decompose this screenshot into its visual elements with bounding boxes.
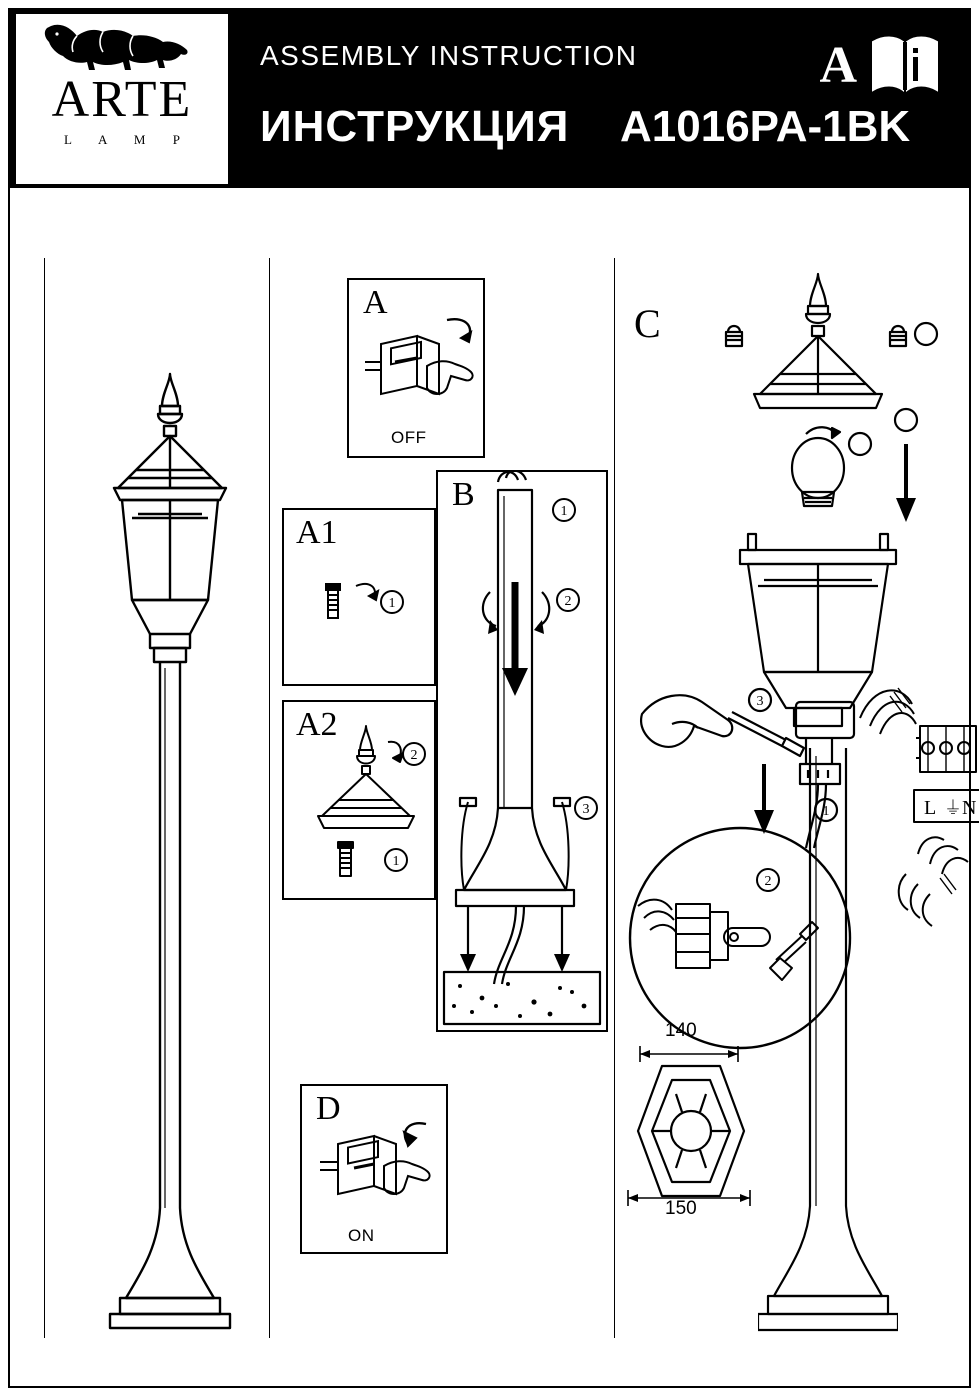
brand-logo	[16, 14, 228, 184]
svg-text:2: 2	[764, 874, 772, 889]
svg-text:N: N	[962, 797, 977, 819]
switch-on-illustration	[308, 1118, 444, 1222]
panel-b	[436, 470, 608, 1032]
panel-a2-letter: A2	[296, 706, 338, 743]
divider-left	[44, 258, 45, 1338]
brand-subname: L A M P	[64, 132, 192, 147]
product-overview-illustration	[70, 368, 270, 1398]
header-title-ru: ИНСТРУКЦИЯ	[260, 102, 570, 151]
panel-d-letter: D	[316, 1090, 341, 1127]
divider-mid-right	[614, 258, 615, 1338]
panel-b-letter: B	[452, 476, 475, 513]
product-code: A1016PA-1BK	[620, 102, 911, 151]
panel-c-letter: C	[634, 301, 661, 346]
panel-a1-letter: A1	[296, 514, 338, 551]
switch-off-illustration	[355, 310, 481, 430]
diagram-area	[10, 188, 977, 1386]
panel-a	[347, 278, 485, 458]
svg-text:2: 2	[564, 594, 572, 609]
header	[10, 10, 969, 188]
panel-a1	[282, 508, 436, 686]
instruction-sheet	[8, 8, 977, 1388]
brand-name: ARTE	[51, 71, 193, 128]
svg-text:1: 1	[560, 504, 568, 519]
dimension-bottom-value: 150	[665, 1198, 697, 1219]
sheet-letter: A	[819, 37, 857, 94]
roof-screw-illustration	[300, 720, 436, 896]
svg-text:3: 3	[756, 694, 764, 709]
svg-text:L: L	[924, 797, 937, 819]
dimension-top-value: 140	[665, 1020, 697, 1041]
header-title-en: ASSEMBLY INSTRUCTION	[260, 40, 638, 71]
panel-a-letter: A	[363, 284, 388, 321]
panel-d-caption: ON	[348, 1226, 375, 1245]
pole-lower-illustration	[758, 748, 898, 1368]
griffin-logo-icon	[37, 20, 207, 76]
shade-top-view	[632, 1060, 750, 1202]
panel-a-caption: OFF	[391, 428, 427, 447]
screw-a1-illustration	[308, 572, 428, 652]
manual-book-icon	[869, 32, 941, 94]
svg-text:1: 1	[822, 804, 830, 819]
svg-text:2: 2	[410, 748, 418, 763]
svg-text:1: 1	[392, 854, 400, 869]
panel-a2	[282, 700, 436, 900]
svg-text:3: 3	[582, 802, 590, 817]
svg-text:⏚: ⏚	[944, 798, 962, 818]
svg-text:1: 1	[388, 596, 396, 611]
panel-d	[300, 1084, 448, 1254]
pole-install-illustration	[438, 472, 606, 1030]
